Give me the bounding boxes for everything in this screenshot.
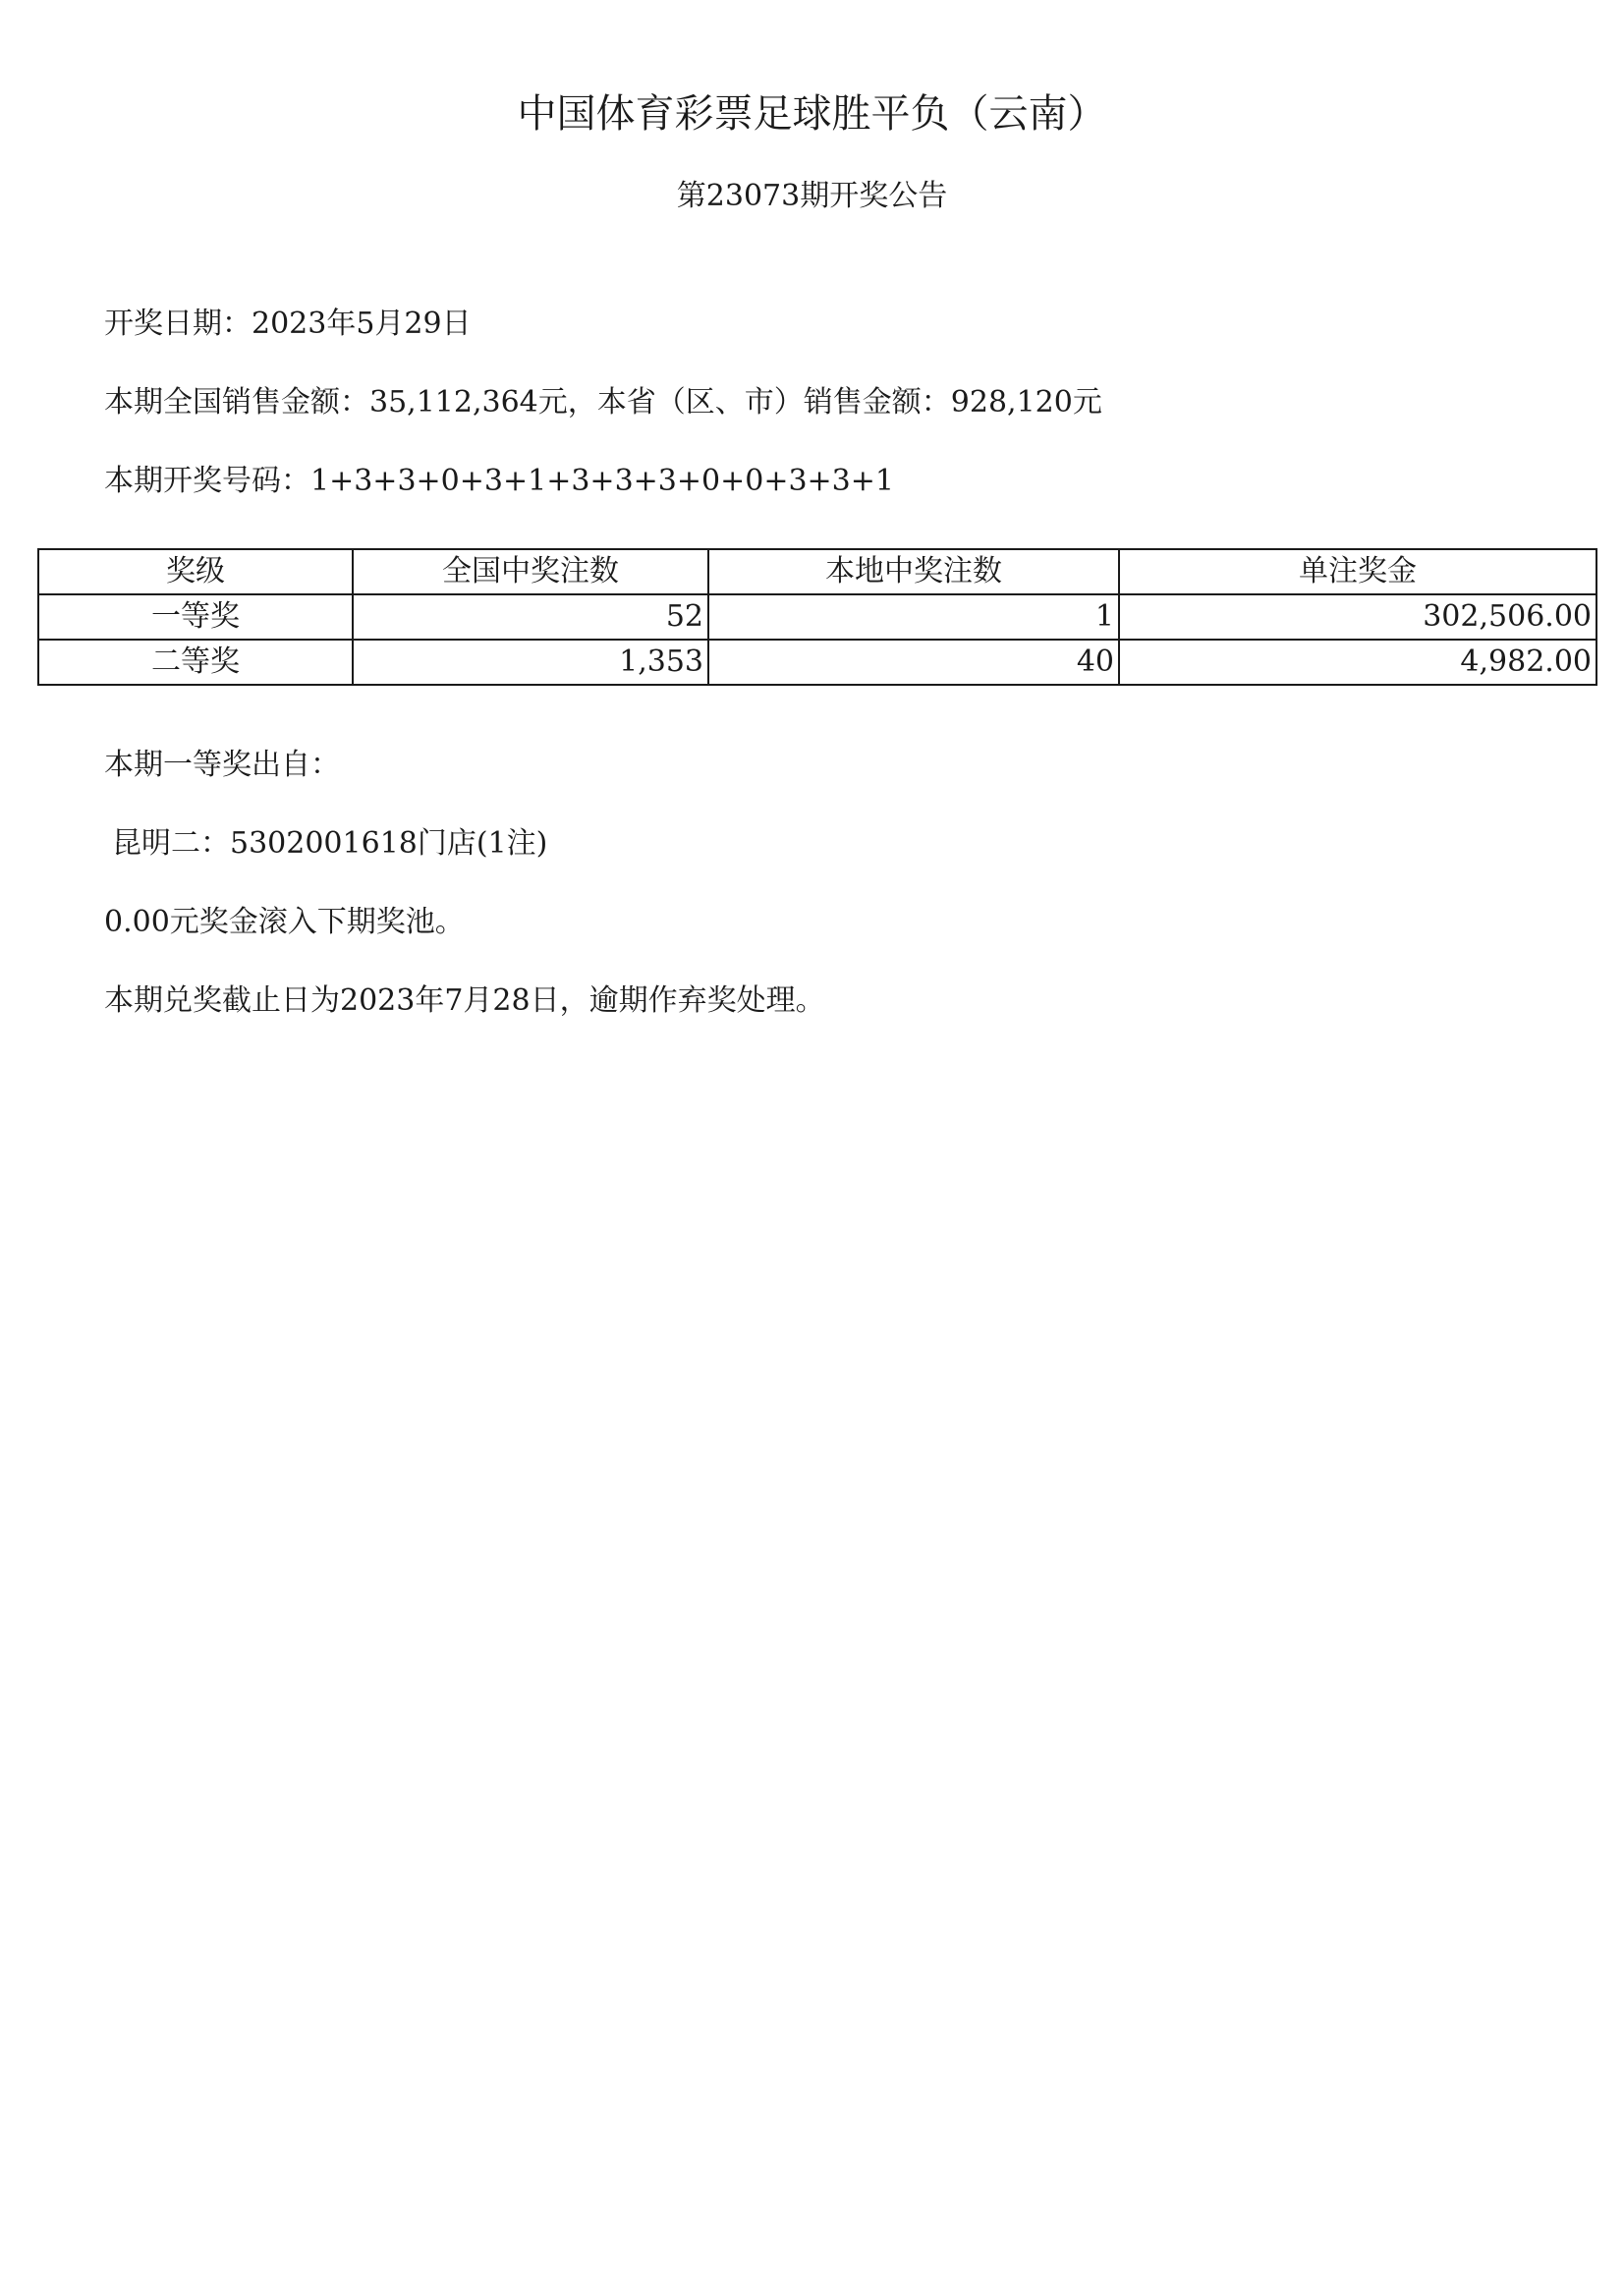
prize-amount: 4,982.00 [1119,640,1596,685]
national-count: 52 [353,594,708,640]
draw-date: 开奖日期：2023年5月29日 [104,307,472,341]
table-header-row [38,549,1596,594]
winning-numbers: 本期开奖号码：1+3+3+0+3+1+3+3+3+0+0+3+3+1 [104,464,894,498]
header-local-count: 本地中奖注数 [708,549,1119,594]
issue-subtitle: 第23073期开奖公告 [676,179,948,213]
table-row [38,640,1596,685]
table-row [38,594,1596,640]
first-prize-origin: 本期一等奖出自： [104,748,340,782]
page-title: 中国体育彩票足球胜平负（云南） [517,91,1107,137]
national-count: 1,353 [353,640,708,685]
prize-level: 一等奖 [38,594,353,640]
rollover-note: 0.00元奖金滚入下期奖池。 [104,905,465,939]
claim-deadline: 本期兑奖截止日为2023年7月28日，逾期作弃奖处理。 [104,983,825,1018]
header-national-count: 全国中奖注数 [353,549,708,594]
prize-amount: 302,506.00 [1119,594,1596,640]
header-prize-amount: 单注奖金 [1119,549,1596,594]
prize-table [37,548,1597,686]
local-count: 40 [708,640,1119,685]
header-level: 奖级 [38,549,353,594]
prize-level: 二等奖 [38,640,353,685]
sales-amount: 本期全国销售金额：35,112,364元，本省（区、市）销售金额：928,120元 [104,385,1102,420]
local-count: 1 [708,594,1119,640]
winning-store: 昆明二：5302001618门店(1注) [112,826,548,861]
